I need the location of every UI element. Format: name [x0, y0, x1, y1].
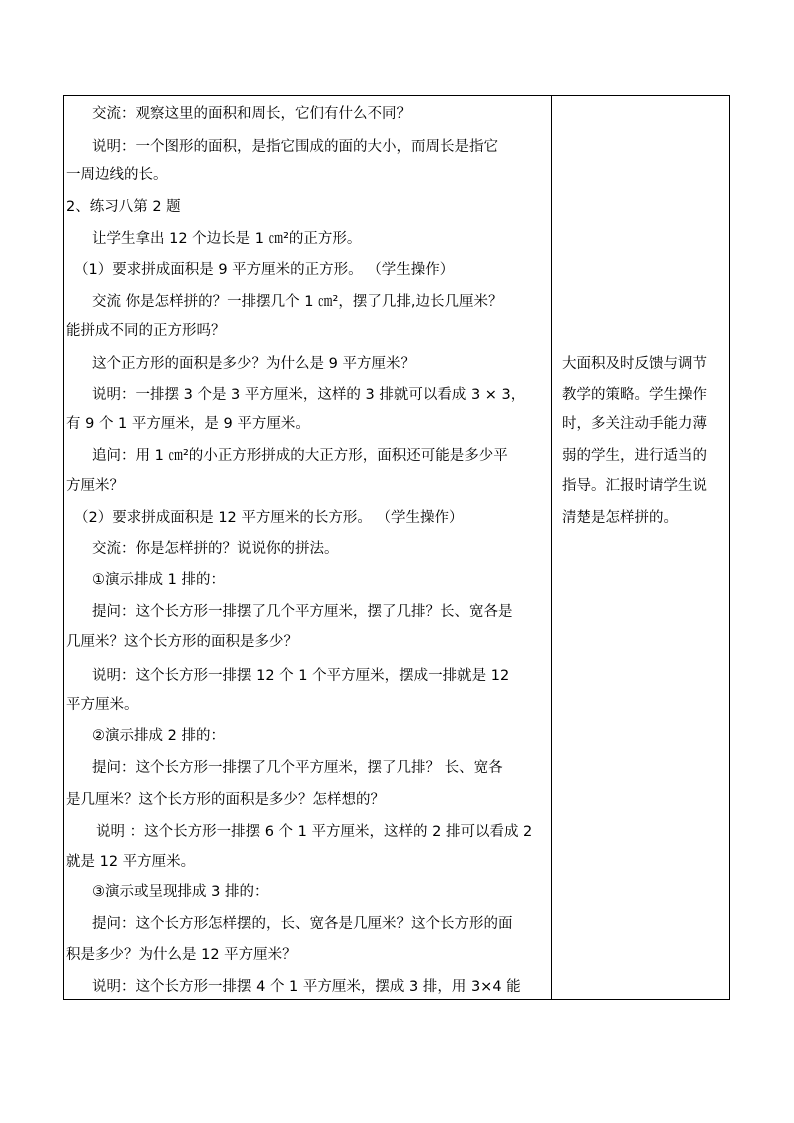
text-line: 这个正方形的面积是多少？为什么是 9 平方厘米？: [92, 356, 415, 372]
text-line: 说明 ：这个长方形一排摆 6 个 1 平方厘米，这样的 2 排可以看成 2: [96, 824, 533, 840]
text-line: 平方厘米。: [66, 697, 139, 713]
text-line: 方厘米？: [66, 478, 124, 494]
note-line: 大面积及时反馈与调节: [562, 356, 707, 372]
text-line: 积是多少？为什么是 12 平方厘米？: [66, 947, 297, 963]
text-line: 提问：这个长方形一排摆了几个平方厘米，摆了几排？ 长、宽各: [92, 760, 503, 776]
note-line: 清楚是怎样拼的。: [562, 510, 678, 526]
text-line: 交流：你是怎样拼的？说说你的拼法。: [92, 541, 339, 557]
text-line: ①演示排成 1 排的：: [92, 572, 225, 588]
column-divider: [551, 96, 552, 999]
note-line: 指导。汇报时请学生说: [562, 478, 707, 494]
note-line: 教学的策略。学生操作: [562, 387, 707, 403]
text-line: 能拼成不同的正方形吗？: [66, 323, 226, 339]
text-line: 说明：这个长方形一排摆 4 个 1 平方厘米，摆成 3 排，用 3×4 能: [92, 979, 521, 995]
text-line: 交流：观察这里的面积和周长，它们有什么不同？: [92, 106, 411, 122]
text-line: 提问：这个长方形一排摆了几个平方厘米，摆了几排？长、宽各是: [92, 604, 513, 620]
text-line: ③演示或呈现排成 3 排的：: [92, 884, 269, 900]
text-line: 就是 12 平方厘米。: [66, 854, 196, 870]
text-line: （1）要求拼成面积是 9 平方厘米的正方形。 （学生操作）: [74, 262, 455, 278]
text-line: 提问：这个长方形怎样摆的，长、宽各是几厘米？这个长方形的面: [92, 916, 513, 932]
text-line: 是几厘米？这个长方形的面积是多少？怎样想的？: [66, 792, 385, 808]
note-line: 弱的学生，进行适当的: [562, 448, 707, 464]
text-line: 2、练习八第 2 题: [66, 199, 181, 215]
text-line: （2）要求拼成面积是 12 平方厘米的长方形。 （学生操作）: [74, 510, 464, 526]
text-line: 说明：一个图形的面积，是指它围成的面的大小，而周长是指它: [92, 139, 498, 155]
text-line: 说明：这个长方形一排摆 12 个 1 个平方厘米，摆成一排就是 12: [92, 668, 510, 684]
text-line: 说明：一排摆 3 个是 3 平方厘米，这样的 3 排就可以看成 3 × 3，: [92, 387, 526, 403]
text-line: ②演示排成 2 排的：: [92, 728, 225, 744]
lesson-table: [63, 95, 730, 1000]
note-line: 时，多关注动手能力薄: [562, 416, 707, 432]
text-line: 追问：用 1 ㎝²的小正方形拼成的大正方形，面积还可能是多少平: [92, 448, 508, 464]
text-line: 让学生拿出 12 个边长是 1 ㎝²的正方形。: [92, 231, 362, 247]
text-line: 一周边线的长。: [66, 167, 168, 183]
text-line: 几厘米？这个长方形的面积是多少？: [66, 634, 298, 650]
text-line: 交流 你是怎样拼的？一排摆几个 1 ㎝²，摆了几排,边长几厘米？: [92, 294, 503, 310]
text-line: 有 9 个 1 平方厘米，是 9 平方厘米。: [66, 416, 310, 432]
